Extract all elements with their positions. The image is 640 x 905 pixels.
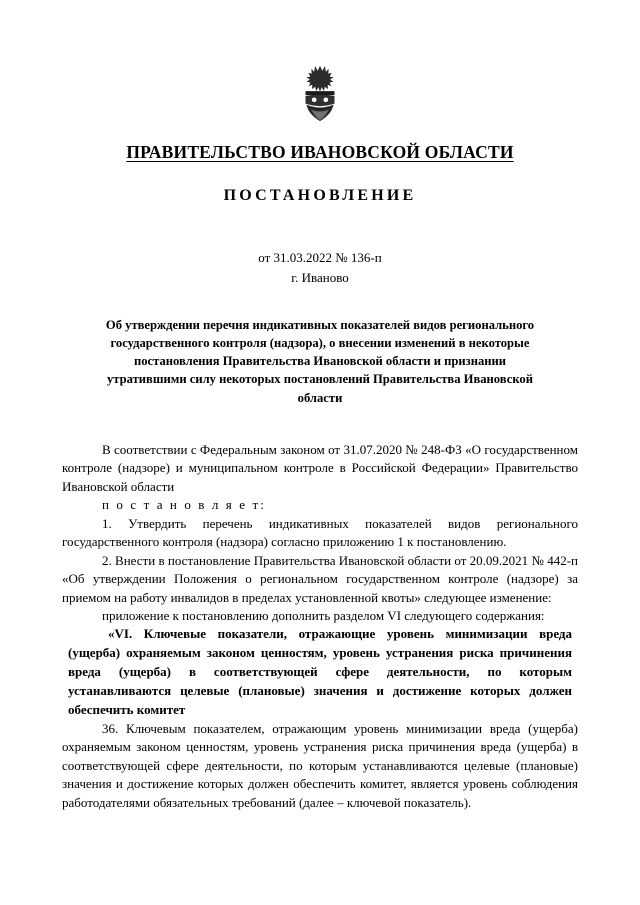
paragraph-item-1: 1. Утвердить перечень индикативных показателей видов регионального государственного контроля (надзора) согласно приложению 1 к постановлению.: [62, 515, 578, 550]
city: г. Иваново: [291, 269, 349, 285]
intro-text: В соответствии с Федеральным законом от 31.07.2020 № 248-ФЗ «О государственном контроле (надзоре) и муниципальном контроле в Российской Федерации» Правительство Ивановской области: [62, 441, 578, 494]
coat-of-arms-icon: [292, 64, 348, 124]
emblem-container: [62, 64, 578, 126]
paragraph-item-36: 36. Ключевым показателем, отражающим уровень минимизации вреда (ущерба) охраняемым законом ценностям, уровень устранения риска причинения вреда (ущерба) в соответствующей сфере деятельности, по которым устанавливаются целевые (плановые) значения и достижение которых должен обеспечить комитет, является уровень соблюдения работодателями обязательных требований (далее – ключевой показатель).: [62, 720, 578, 810]
document-subject: Об утверждении перечня индикативных показателей видов регионального государственного контроля (надзора), о внесении изменений в некоторые постановления Правительства Ивановской области и признании утратившими силу некоторых постановлений Правительства Ивановской области: [105, 317, 535, 405]
date-and-number: от 31.03.2022 № 136-п: [258, 250, 382, 265]
document-meta: [62, 249, 578, 288]
document-body: [62, 441, 578, 812]
organization-title: ПРАВИТЕЛЬСТВО ИВАНОВСКОЙ ОБЛАСТИ: [126, 142, 514, 162]
quoted-section-heading: «VI. Ключевые показатели, отражающие уровень минимизации вреда (ущерба) охраняемым законом ценностям, уровень устранения риска причинения вреда (ущерба) в соответствующей сфере деятельности, по которым устанавливаются целевые (плановые) значения и достижение которых должен обеспечить комитет: [68, 626, 572, 717]
paragraph-item-2: 2. Внести в постановление Правительства Ивановской области от 20.09.2021 № 442-п «Об утверждении Положения о региональном государственном контроле (надзоре) за приемом на работу инвалидов в пределах установленной квоты» следующее изменение:: [62, 552, 578, 605]
paragraph-intro: [62, 441, 578, 496]
paragraph-item-2-sub: приложение к постановлению дополнить разделом VI следующего содержания:: [102, 608, 545, 624]
document-type: ПОСТАНОВЛЕНИЕ: [223, 187, 417, 204]
paragraph-resolves: п о с т а н о в л я е т:: [102, 497, 266, 513]
